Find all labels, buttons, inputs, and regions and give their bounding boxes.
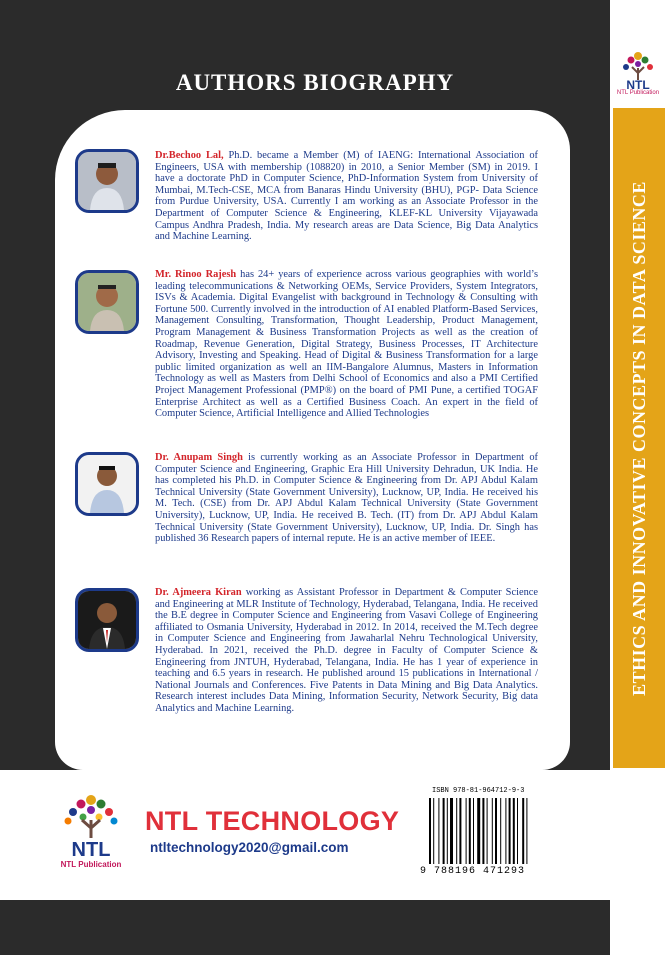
author-name-2: Mr. Rinoo Rajesh	[155, 269, 237, 280]
author-photo-4	[75, 588, 139, 652]
barcode	[415, 786, 565, 878]
isbn-text: ISBN 978-81-964712-9-3	[432, 787, 525, 795]
author-bio-text-4: working as Assistant Professor in Department & Computer Science and Engineering at MLR Institute of Technology, Hyderabad, Telangana, India. He received the B.E degree in Computer Science and Engineering from Vasavi College of Engineering affiliated to Osmania University, Hyderabad in 2012. In 2014, received the M.Tech degree in Computer Science and Engineering from Jawaharlal Nehru Technological University, Hyderabad. In 2021, received the Ph.D. degree in Faculty of Computer Science & Engineering from JNTUH, Hyderabad, Telangana, India. He has 1 year of experience in teaching and 6.5 years in research. He published around 15 publications in International / National Journals and Conferences. Five Patents in Data Mining and Big Data Analytics. Research interest includes Data Mining, Information Security, Network Security, Big data Analytics and Machine Learning.	[155, 587, 538, 714]
barcode-number: 9 788196 471293	[420, 866, 526, 877]
spine-title-wrap	[613, 108, 665, 768]
author-bio-2	[155, 269, 538, 420]
author-photo-1	[75, 149, 139, 213]
author-name-3: Dr. Anupam Singh	[155, 452, 243, 463]
publisher-email: ntltechnology2020@gmail.com	[150, 840, 349, 855]
author-bio-text-3: is currently working as an Associate Professor in Department of Computer Science and Engineering, Graphic Era Hill University Dehradun, UK India. He has completed his Ph.D. in Computer Science & Engineering from Dr. APJ Abdul Kalam Technical University (State Government University), Lucknow, UP, India. He received his M. Tech. (CSE) from Dr. APJ Abdul Kalam Technical University (State Government University), Lucknow, UP, India. He received B. Tech. (IT) from Dr. APJ Abdul Kalam Technical University (State Government University), Lucknow, UP, India. Dr. Singh has published 36 Research papers of internal repute. He is an active member of IEEE.	[155, 452, 538, 545]
author-bio-text-2: has 24+ years of experience across various geographies with world’s leading telecommunications & Networking OEMs, Service Providers, System Integrators, ISVs & Academia. Digital Evangelist with background in Technology & Consulting with Fortune 500. Currently involved in the introduction of AI enabled Platform-Based Services, Management Consulting, Transformation, Thought Leadership, Product Management, Program Management & Business Transformation Projects as well as the creation of Roadmap, Revenue Generation, Digital Strategy, Business Processes, IT Architecture Advisory, Investing and Speaking. Head of Digital & Business Transformation for a large public limited organization as well an IIM-Bangalore Alumnus, Masters in Information Technology as well as Masters from Delhi School of Economics and also a PMI Certified Project Management Professional (PMP®) on the board of PMI Pune, a certified TOGAF Enterprise Architect as well as a Certified Business Coach. An expert in the field of Computer Science, Artificial Intelligence and Allied Technologies	[155, 269, 538, 420]
author-photo-2	[75, 270, 139, 334]
author-bio-3	[155, 452, 538, 545]
ntl-tree-logo-icon	[48, 790, 134, 870]
author-bio-1	[155, 150, 538, 243]
author-bio-text-1: Ph.D. became a Member (M) of IAENG: International Association of Engineers, USA with membership (108820) in 2010, a Senior Member (SM) in 2019. I have a doctorate PhD in Computer Science, PhD-Information System from University of Mumbai, M.Tech-CSE, MCA from Banaras Hindu University (BHU), PGP- Data Science from Purdue University, USA. Currently I am working as an Associate Professor in the Department of Computer Science & Engineering, KLEF-KL University Vijayawada Campus Andhra Pradesh, India. My research areas are Data Science, Big Data Analytics and Machine Learning.	[155, 150, 538, 243]
ntl-logo-caption: NTL Publication	[60, 860, 122, 869]
spine-logo-caption: NTL Publication	[616, 90, 660, 96]
svg-text:NTL: NTL	[71, 839, 111, 861]
author-name-1: Dr.Bechoo Lal,	[155, 150, 224, 161]
bottom-dark-strip	[0, 900, 610, 955]
page-title: AUTHORS BIOGRAPHY	[175, 70, 455, 95]
publisher-name: NTL TECHNOLOGY	[145, 806, 400, 836]
spine-title: ETHICS AND INNOVATIVE CONCEPTS IN DATA SCIENCE	[628, 180, 649, 696]
svg-text:NTL: NTL	[626, 78, 650, 92]
author-name-4: Dr. Ajmeera Kiran	[155, 587, 242, 598]
author-photo-3	[75, 452, 139, 516]
author-bio-4	[155, 587, 538, 715]
barcode-bars	[415, 786, 565, 878]
